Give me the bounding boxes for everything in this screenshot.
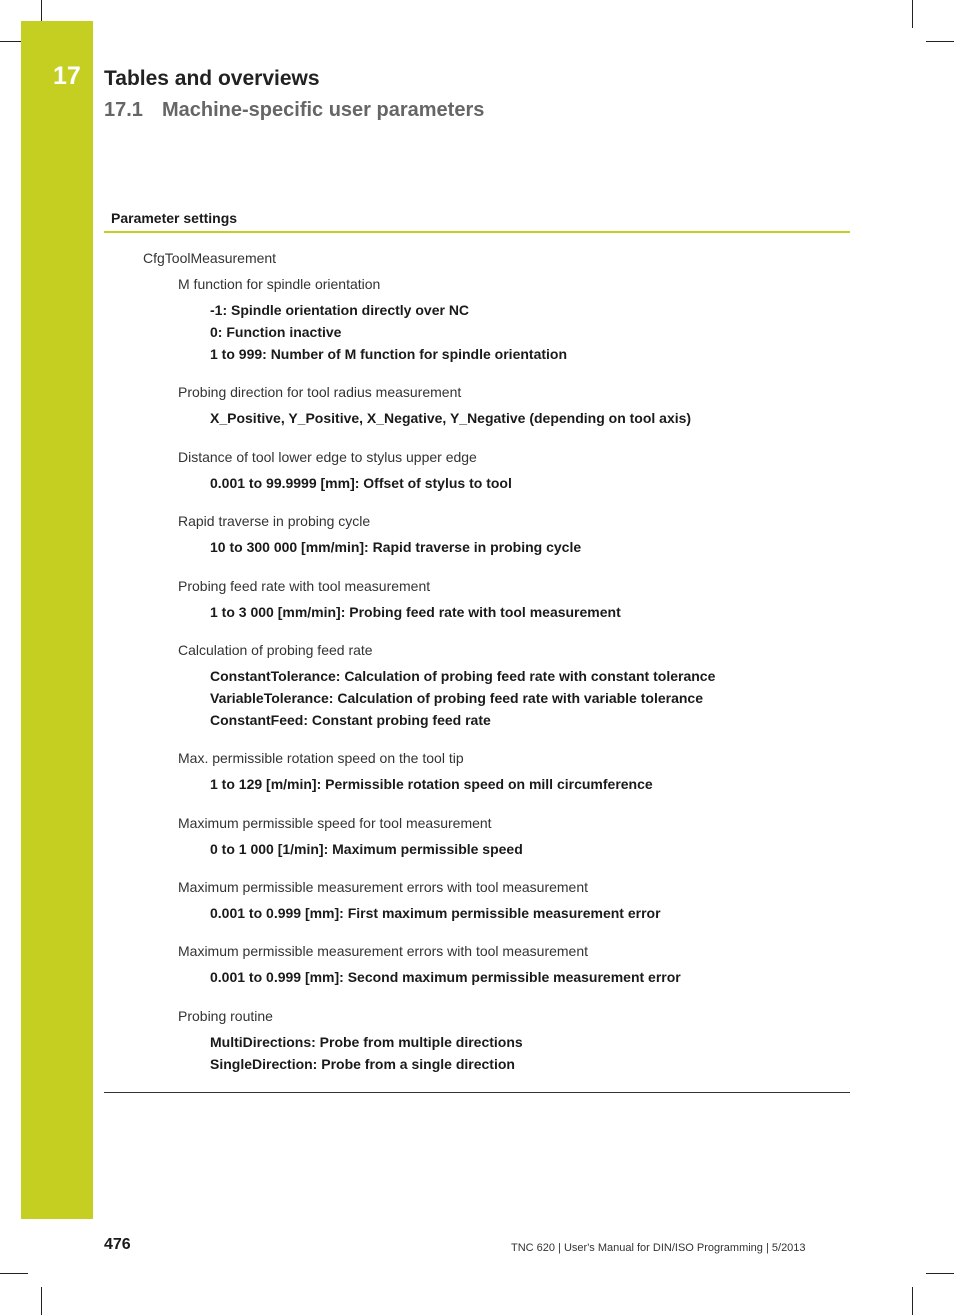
parameter-group [178,448,512,496]
parameter-label: Maximum permissible measurement errors with tool measurement [178,879,589,895]
parameter-values [210,474,512,496]
parameter-values [210,904,661,926]
parameter-label: Calculation of probing feed rate [178,642,373,658]
crop-mark [0,41,21,42]
parameter-value: ConstantTolerance: Calculation of probing feed rate with constant tolerance [210,668,716,684]
parameter-root: CfgToolMeasurement [143,250,277,266]
footer-text: TNC 620 | User's Manual for DIN/ISO Programming | 5/2013 [511,1242,806,1254]
parameter-value: MultiDirections: Probe from multiple directions [210,1034,523,1050]
parameter-values [210,538,581,560]
chapter-title: Tables and overviews [104,67,320,90]
parameter-group [178,749,653,797]
parameter-value: 0.001 to 0.999 [mm]: Second maximum permissible measurement error [210,969,681,985]
parameter-label: Maximum permissible speed for tool measurement [178,815,492,831]
chapter-band [21,21,93,1219]
parameter-label: Probing feed rate with tool measurement [178,578,431,594]
parameter-label: Distance of tool lower edge to stylus upper edge [178,449,477,465]
parameter-group [178,878,661,926]
parameter-values [210,1033,523,1077]
parameter-values [210,301,567,367]
parameter-values [210,968,681,990]
parameter-value: -1: Spindle orientation directly over NC [210,302,470,318]
parameter-label: Max. permissible rotation speed on the tool tip [178,750,464,766]
parameter-label: M function for spindle orientation [178,276,381,292]
section-number: 17.1 [104,99,143,121]
parameter-value: 1 to 999: Number of M function for spindle orientation [210,346,568,362]
parameter-value: X_Positive, Y_Positive, X_Negative, Y_Negative (depending on tool axis) [210,410,692,426]
section-title: Machine-specific user parameters [162,99,485,121]
parameter-value: 10 to 300 000 [mm/min]: Rapid traverse in probing cycle [210,539,582,555]
parameter-value: VariableTolerance: Calculation of probing feed rate with variable tolerance [210,690,703,706]
parameter-label: Probing direction for tool radius measurement [178,384,462,400]
page-number: 476 [104,1236,131,1253]
parameter-values [210,667,715,733]
crop-mark [912,0,913,28]
parameter-group [178,641,715,733]
parameter-values [210,603,621,625]
parameter-value: 0 to 1 000 [1/min]: Maximum permissible speed [210,841,523,857]
parameter-value: SingleDirection: Probe from a single direction [210,1056,515,1072]
crop-mark [926,41,954,42]
crop-mark [41,1287,42,1315]
parameter-group [178,814,523,862]
table-header: Parameter settings [111,210,238,226]
parameter-group [178,383,691,431]
parameter-value: 1 to 129 [m/min]: Permissible rotation speed on mill circumference [210,776,653,792]
parameter-label: Maximum permissible measurement errors with tool measurement [178,943,589,959]
parameter-value: 0: Function inactive [210,324,342,340]
parameter-values [210,409,691,431]
table-bottom-divider [104,1092,850,1093]
parameter-value: ConstantFeed: Constant probing feed rate [210,712,491,728]
parameter-value: 0.001 to 0.999 [mm]: First maximum permissible measurement error [210,905,661,921]
parameter-group [178,275,567,367]
parameter-group [178,1007,523,1077]
parameter-group [178,577,621,625]
parameter-label: Probing routine [178,1008,273,1024]
parameter-label: Rapid traverse in probing cycle [178,513,371,529]
header-divider [104,231,850,233]
crop-mark [912,1287,913,1315]
crop-mark [41,0,42,21]
parameter-values [210,775,653,797]
parameter-values [210,840,523,862]
crop-mark [926,1273,954,1274]
parameter-group [178,512,581,560]
chapter-number: 17 [53,62,81,90]
crop-mark [0,1273,28,1274]
parameter-group [178,942,681,990]
parameter-value: 1 to 3 000 [mm/min]: Probing feed rate with tool measurement [210,604,621,620]
parameter-value: 0.001 to 99.9999 [mm]: Offset of stylus to tool [210,475,512,491]
